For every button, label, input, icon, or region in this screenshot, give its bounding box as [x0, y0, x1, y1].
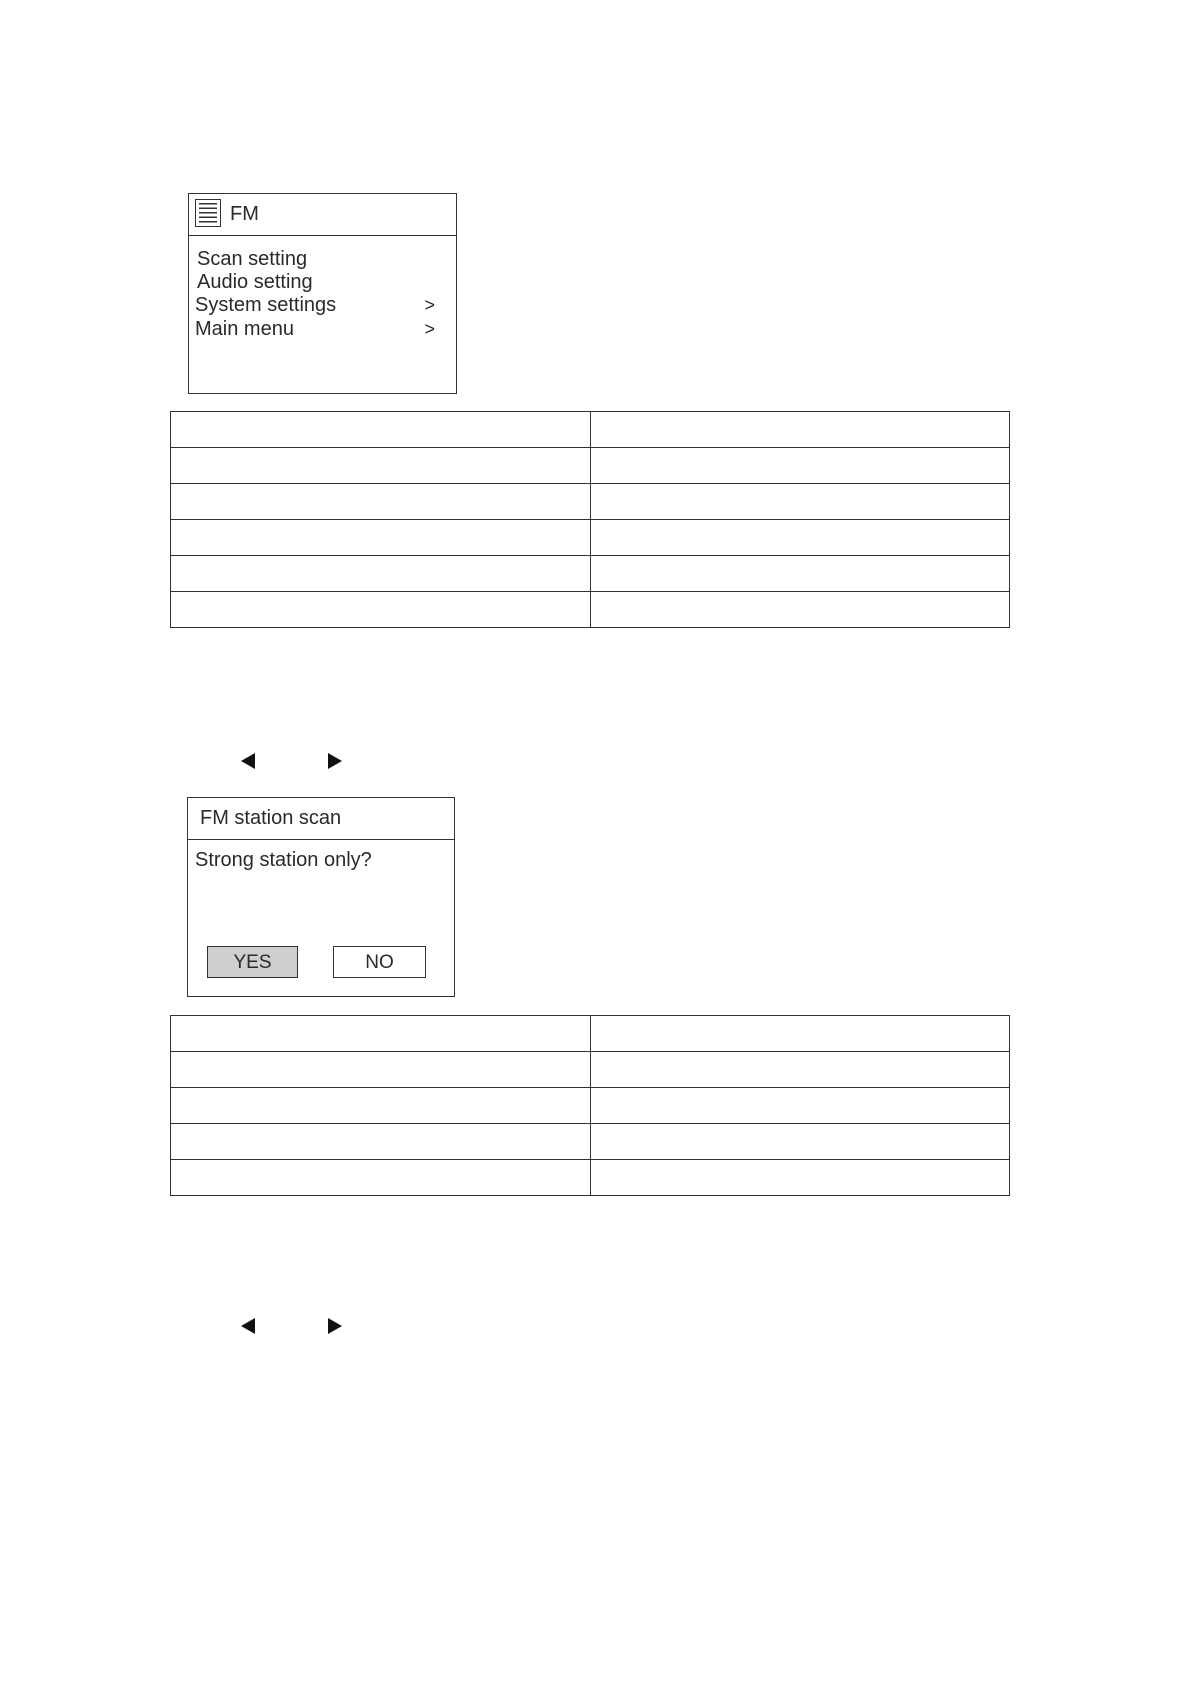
table-row: [171, 1052, 1010, 1088]
table-row: [171, 1088, 1010, 1124]
table-cell: [171, 1160, 591, 1196]
menu-item-label: Main menu: [195, 318, 294, 340]
menu-item-audio-setting[interactable]: [197, 270, 437, 294]
menu-item-label: Scan setting: [197, 248, 308, 270]
table-cell: [591, 484, 1010, 520]
menu-item-label: Audio setting: [197, 271, 313, 293]
table-cell: [591, 556, 1010, 592]
table-cell: [591, 448, 1010, 484]
table-row: [171, 520, 1010, 556]
chevron-right-icon: >: [424, 295, 435, 315]
table-cell: [171, 412, 591, 448]
table-row: [171, 484, 1010, 520]
table-row: [171, 592, 1010, 628]
table-row: [171, 1160, 1010, 1196]
table-cell: [591, 1160, 1010, 1196]
table-cell: [171, 484, 591, 520]
fm-menu-screen: [188, 193, 457, 394]
menu-item-scan-setting[interactable]: [197, 247, 437, 271]
table-cell: [171, 448, 591, 484]
dialog-question: Strong station only?: [195, 849, 372, 871]
table-row: [171, 412, 1010, 448]
settings-table-1: [170, 411, 1010, 628]
table-cell: [171, 556, 591, 592]
table-cell: [171, 520, 591, 556]
table-cell: [591, 412, 1010, 448]
left-arrow-icon: [241, 1318, 255, 1334]
table-row: [171, 1016, 1010, 1052]
table-cell: [591, 1124, 1010, 1160]
left-arrow-icon: [241, 753, 255, 769]
menu-item-label: System settings: [195, 294, 337, 316]
table-cell: [591, 1052, 1010, 1088]
dialog-title: FM station scan: [200, 807, 342, 829]
table-cell: [591, 1016, 1010, 1052]
table-cell: [591, 592, 1010, 628]
right-arrow-icon: [328, 753, 342, 769]
table-cell: [171, 1124, 591, 1160]
fm-station-scan-dialog: [187, 797, 455, 997]
menu-item-system-settings[interactable]: [195, 293, 435, 317]
yes-button[interactable]: YES: [207, 946, 298, 978]
settings-table-2: [170, 1015, 1010, 1196]
menu-list-icon: [195, 199, 221, 227]
table-cell: [171, 1016, 591, 1052]
right-arrow-icon: [328, 1318, 342, 1334]
menu-item-main-menu[interactable]: [195, 317, 435, 341]
table-cell: [171, 1052, 591, 1088]
chevron-right-icon: >: [424, 319, 435, 339]
screen-header: [189, 194, 456, 236]
table-cell: [591, 1088, 1010, 1124]
table-row: [171, 1124, 1010, 1160]
table-cell: [171, 1088, 591, 1124]
screen-title: FM: [230, 203, 259, 225]
no-button[interactable]: NO: [333, 946, 426, 978]
table-row: [171, 556, 1010, 592]
dialog-header: [188, 798, 454, 840]
table-cell: [171, 592, 591, 628]
table-row: [171, 448, 1010, 484]
table-cell: [591, 520, 1010, 556]
